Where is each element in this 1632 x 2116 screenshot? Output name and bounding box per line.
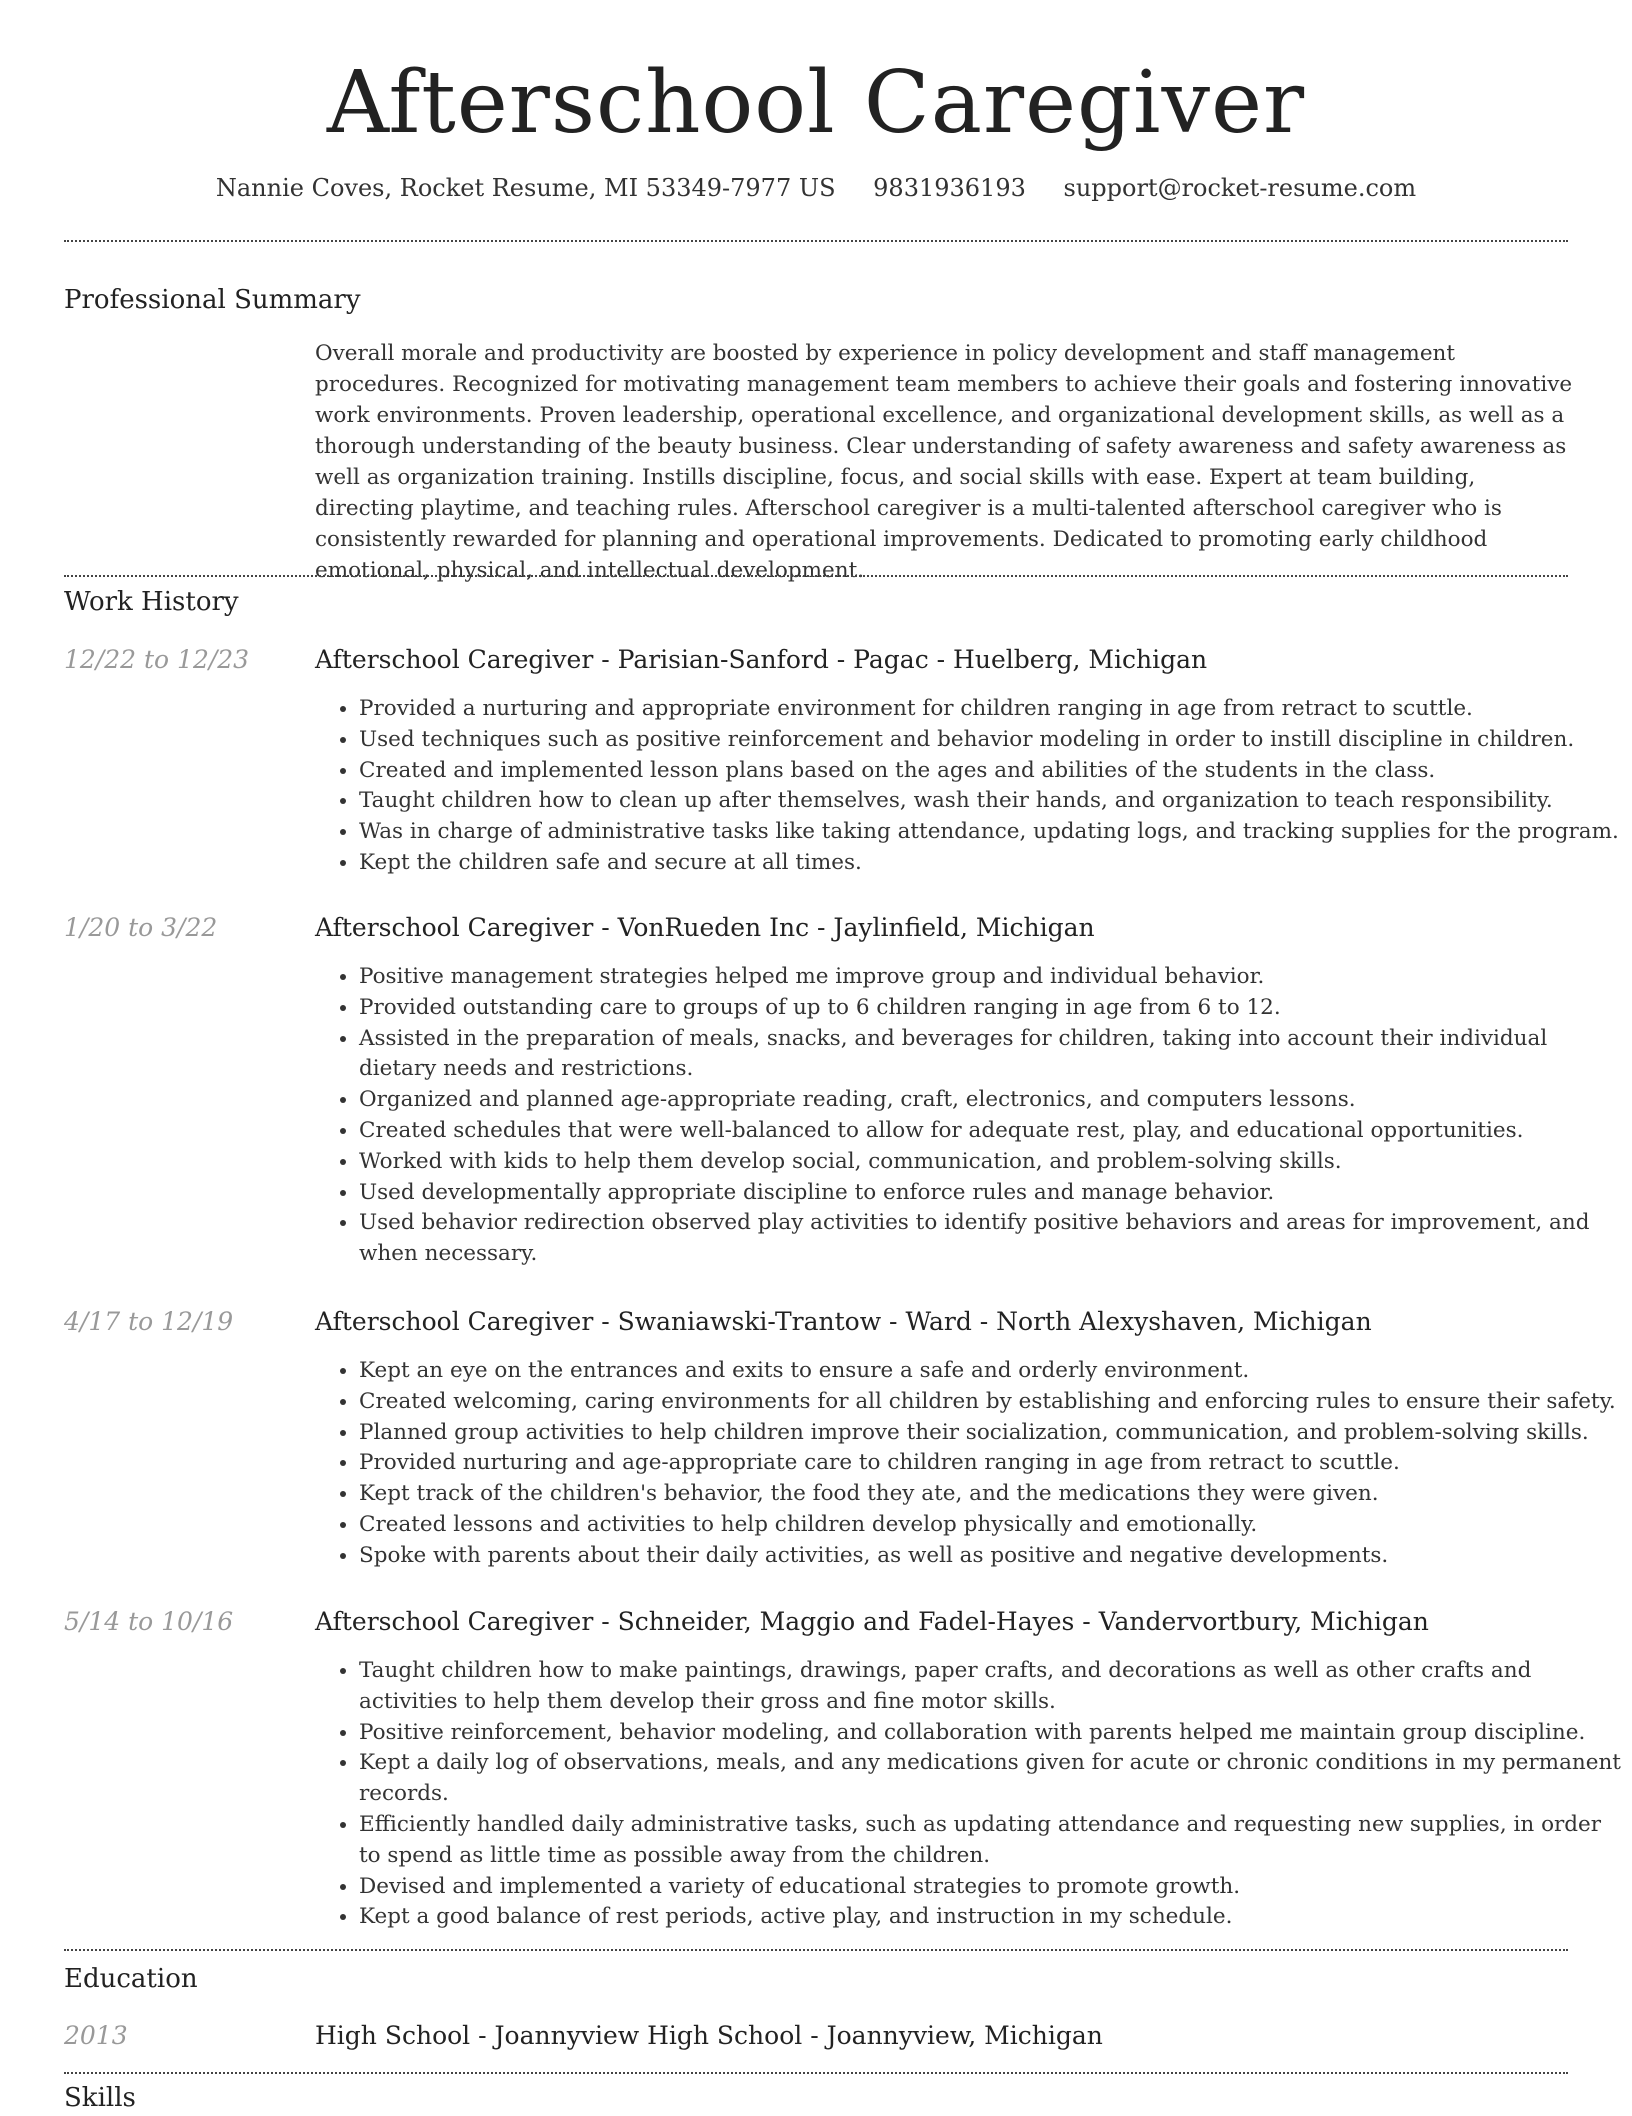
job-bullet: • Positive reinforcement, behavior modeling, and collaboration with parents helped me maintain group discipline. [359, 1718, 1621, 1749]
job-bullet: • Provided nurturing and age-appropriate care to children ranging in age from retract to scuttle. [359, 1448, 1621, 1479]
job-bullet: • Kept the children safe and secure at all times. [359, 848, 1621, 879]
job-bullet: • Provided a nurturing and appropriate environment for children ranging in age from retract to scuttle. [359, 694, 1621, 725]
contact-line [0, 168, 1632, 208]
divider [64, 2072, 1568, 2074]
job-dates: 12/22 to 12/23 [64, 645, 250, 674]
job-bullet: • Was in charge of administrative tasks like taking attendance, updating logs, and tracking supplies for the program. [359, 817, 1621, 848]
divider [64, 575, 1568, 577]
education-heading-line: High School - Joannyview High School - Joannyview, Michigan [315, 2021, 1103, 2050]
job-bullets [315, 962, 1621, 1270]
job-bullet: • Assisted in the preparation of meals, snacks, and beverages for children, taking into account their individual dietary needs and restrictions. [359, 1024, 1621, 1086]
job-bullet: • Taught children how to clean up after themselves, wash their hands, and organization to teach responsibility. [359, 786, 1621, 817]
job-bullet: • Used behavior redirection observed play activities to identify positive behaviors and areas for improvement, and when necessary. [359, 1208, 1621, 1270]
summary-heading: Professional Summary [64, 285, 361, 315]
work-history-heading: Work History [64, 587, 239, 617]
job-bullet: • Provided outstanding care to groups of up to 6 children ranging in age from 6 to 12. [359, 993, 1621, 1024]
job-bullet: • Created schedules that were well-balanced to allow for adequate rest, play, and educational opportunities. [359, 1116, 1621, 1147]
job-bullet: • Efficiently handled daily administrative tasks, such as updating attendance and requesting new supplies, in order to spend as little time as possible away from the children. [359, 1810, 1621, 1872]
job-dates: 4/17 to 12/19 [64, 1307, 234, 1336]
job-bullets [315, 1656, 1621, 1933]
job-heading: Afterschool Caregiver - Swaniawski-Trantow - Ward - North Alexyshaven, Michigan [315, 1307, 1372, 1336]
job-heading: Afterschool Caregiver - Parisian-Sanford - Pagac - Huelberg, Michigan [315, 645, 1208, 674]
contact-email: support@rocket-resume.com [1063, 174, 1417, 202]
job-bullet: • Worked with kids to help them develop social, communication, and problem-solving skills. [359, 1147, 1621, 1178]
job-bullet: • Devised and implemented a variety of educational strategies to promote growth. [359, 1872, 1621, 1903]
job-bullets [315, 694, 1621, 879]
job-bullet: • Kept a good balance of rest periods, active play, and instruction in my schedule. [359, 1902, 1621, 1933]
job-bullet: • Planned group activities to help children improve their socialization, communication, and problem-solving skills. [359, 1418, 1621, 1449]
job-bullet: • Taught children how to make paintings, drawings, paper crafts, and decorations as well as other crafts and activities to help them develop their gross and fine motor skills. [359, 1656, 1621, 1718]
job-bullet: • Kept a daily log of observations, meals, and any medications given for acute or chronic conditions in my permanent records. [359, 1748, 1621, 1810]
job-heading: Afterschool Caregiver - Schneider, Maggio and Fadel-Hayes - Vandervortbury, Michigan [315, 1607, 1429, 1636]
job-bullet: • Kept track of the children's behavior, the food they ate, and the medications they were given. [359, 1479, 1621, 1510]
candidate-name: Afterschool Caregiver [326, 53, 1306, 153]
contact-address: Nannie Coves, Rocket Resume, MI 53349-7977 US [215, 174, 836, 202]
contact-phone: 9831936193 [873, 174, 1026, 202]
job-bullets [315, 1356, 1621, 1572]
job-bullet: • Used techniques such as positive reinforcement and behavior modeling in order to instill discipline in children. [359, 725, 1621, 756]
job-heading: Afterschool Caregiver - VonRueden Inc - Jaylinfield, Michigan [315, 913, 1095, 942]
skills-heading: Skills [64, 2083, 136, 2113]
job-bullet: • Created welcoming, caring environments for all children by establishing and enforcing rules to ensure their safety. [359, 1387, 1621, 1418]
summary-text: Overall morale and productivity are boosted by experience in policy development and staff management procedures. Recognized for motivating management team members to achieve their goals and fostering innovative work environments. Proven leadership, operational excellence, and organizational development skills, as well as a thorough understanding of the beauty business. Clear understanding of safety awareness and safety awareness as well as organization training. Instills discipline, focus, and social skills with ease. Expert at team building, directing playtime, and teaching rules. Afterschool caregiver is a multi-talented afterschool caregiver who is consistently rewarded for planning and operational improvements. Dedicated to promoting early childhood emotional, physical, and intellectual development. [315, 341, 1573, 583]
job-bullet: • Created lessons and activities to help children develop physically and emotionally. [359, 1510, 1621, 1541]
job-dates: 5/14 to 10/16 [64, 1607, 234, 1636]
job-bullet: • Created and implemented lesson plans based on the ages and abilities of the students in the class. [359, 756, 1621, 787]
education-year: 2013 [64, 2021, 128, 2050]
job-bullet: • Used developmentally appropriate discipline to enforce rules and manage behavior. [359, 1178, 1621, 1209]
job-dates: 1/20 to 3/22 [64, 913, 218, 942]
job-bullet: • Kept an eye on the entrances and exits to ensure a safe and orderly environment. [359, 1356, 1621, 1387]
education-heading: Education [64, 1964, 198, 1994]
divider [64, 240, 1568, 242]
job-bullet: • Spoke with parents about their daily activities, as well as positive and negative developments. [359, 1541, 1621, 1572]
job-bullet: • Organized and planned age-appropriate reading, craft, electronics, and computers lessons. [359, 1085, 1621, 1116]
job-bullet: • Positive management strategies helped me improve group and individual behavior. [359, 962, 1621, 993]
divider [64, 1949, 1568, 1951]
